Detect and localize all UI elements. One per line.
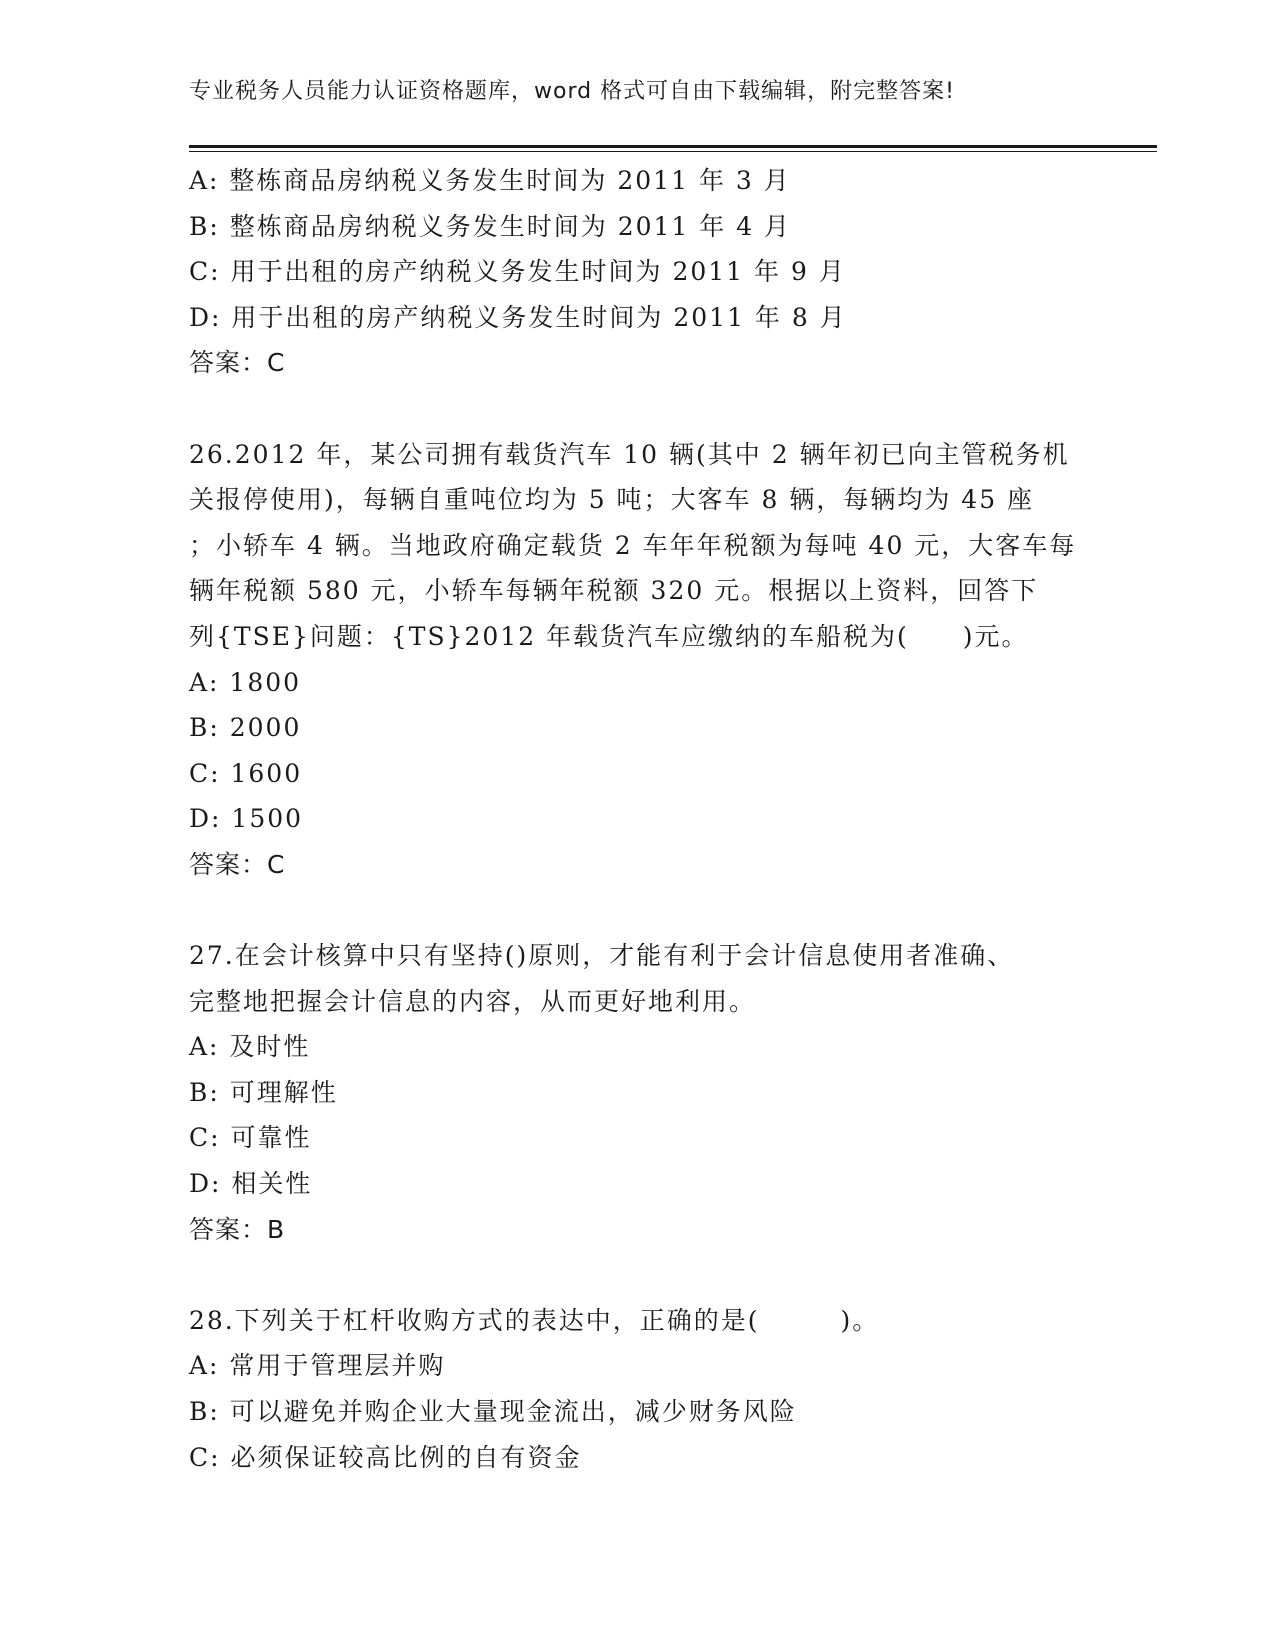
document-body (189, 158, 1089, 1480)
option-d: D: 用于出租的房产纳税义务发生时间为 2011 年 8 月 (189, 302, 847, 332)
question-text-line: 关报停使用)，每辆自重吨位均为 5 吨；大客车 8 辆，每辆均为 45 座 (189, 485, 1035, 515)
option-c: C: 用于出租的房产纳税义务发生时间为 2011 年 9 月 (189, 257, 846, 287)
option-b: B: 2000 (189, 713, 302, 743)
question-text-line: 辆年税额 580 元，小轿车每辆年税额 320 元。根据以上资料，回答下 (189, 576, 1039, 606)
answer: 答案：C (189, 849, 286, 879)
option-d: D: 相关性 (189, 1169, 313, 1199)
option-c: C: 1600 (189, 758, 303, 788)
question-text-line: 列{TSE}问题：{TS}2012 年载货汽车应缴纳的车船税为( )元。 (189, 621, 1029, 651)
question-text-line: ；小轿车 4 辆。当地政府确定载货 2 车年年税额为每吨 40 元，大客车每 (189, 530, 1077, 560)
answer: 答案：C (189, 348, 286, 378)
option-a: A: 常用于管理层并购 (189, 1351, 446, 1381)
question-text-line: 26.2012 年，某公司拥有载货汽车 10 辆(其中 2 辆年初已向主管税务机 (189, 439, 1070, 469)
question-25 (189, 158, 1089, 386)
option-b: B: 可以避免并购企业大量现金流出，减少财务风险 (189, 1397, 797, 1427)
option-a: A: 整栋商品房纳税义务发生时间为 2011 年 3 月 (189, 166, 791, 195)
question-text-line: 28.下列关于杠杆收购方式的表达中，正确的是( )。 (189, 1305, 880, 1335)
spacer (189, 888, 1089, 934)
question-text-line: 27.在会计核算中只有坚持()原则，才能有利于会计信息使用者准确、 (189, 941, 1015, 971)
question-26 (189, 432, 1089, 888)
option-c: C: 可靠性 (189, 1123, 312, 1153)
option-a: A: 1800 (189, 667, 302, 697)
spacer (189, 1252, 1089, 1298)
option-c: C: 必须保证较高比例的自有资金 (189, 1442, 582, 1472)
option-b: B: 整栋商品房纳税义务发生时间为 2011 年 4 月 (189, 211, 792, 241)
header-rule-thin (189, 151, 1157, 152)
page-header: 专业税务人员能力认证资格题库，word 格式可自由下载编辑，附完整答案! (189, 79, 955, 104)
question-27 (189, 933, 1089, 1252)
answer: 答案：B (189, 1214, 286, 1244)
question-28 (189, 1298, 1089, 1480)
option-b: B: 可理解性 (189, 1077, 338, 1107)
option-a: A: 及时性 (189, 1032, 311, 1062)
option-d: D: 1500 (189, 804, 304, 834)
header-rule-thick (189, 145, 1157, 148)
question-text-line: 完整地把握会计信息的内容，从而更好地利用。 (189, 986, 757, 1016)
spacer (189, 386, 1089, 432)
